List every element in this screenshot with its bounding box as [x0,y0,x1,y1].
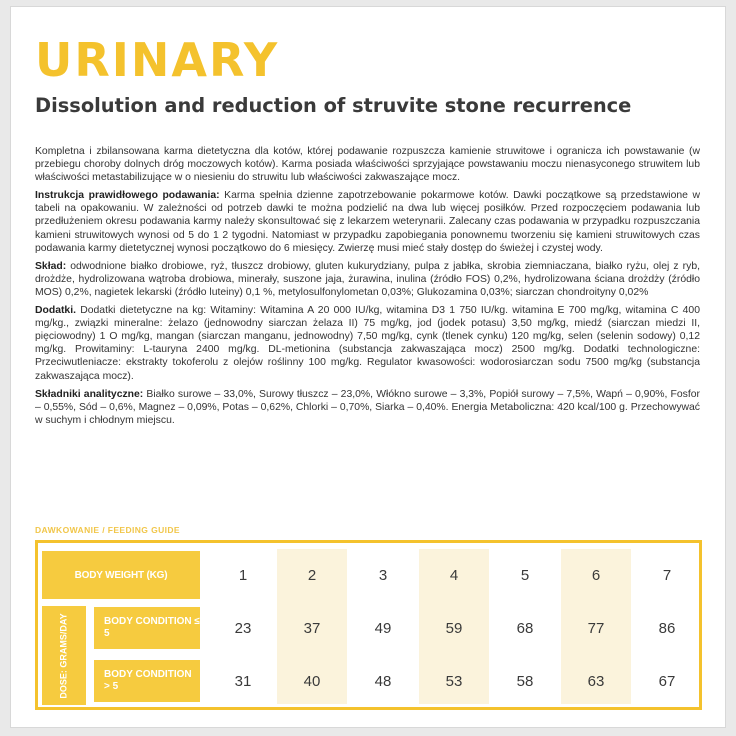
section-heading: Skład: [35,260,67,272]
weight-cell: 4 [449,566,459,584]
dose-value-cell: 48 [374,672,392,690]
weight-cell: 7 [662,566,672,584]
dose-value-cell: 77 [587,619,605,637]
weight-cell: 6 [591,566,601,584]
row-label-condition-gt5: BODY CONDITION > 5 [94,660,200,702]
dose-value-cell: 58 [516,672,534,690]
dose-value-cell: 67 [658,672,676,690]
dose-label: DOSE: GRAMS/DAY [59,612,69,699]
section-analytical [35,388,700,427]
section-heading: Składniki analityczne: [35,388,144,400]
body-weight-header: BODY WEIGHT (KG) [42,551,200,599]
section-text: Białko surowe – 33,0%, Surowy tłuszcz – 23,0%, Włókno surowe – 3,3%, Popiół surowy – 7,5%, Wapń – 0,90%, Fosfor – 0,55%, Sód – 0,6%, Magnez – 0,09%, Potas – 0,62%, Chlorki – 0,70%, Siarka – 0,40%. Energia Metaboliczna: 420 kcal/100 g. Przechowywać w suchym i chłodnym miejscu. [35,388,700,426]
section-text: Karma spełnia dzienne zapotrzebowanie pokarmowe kotów. Dawki początkowe są przedstawione w tabeli na opakowaniu. W zależności od potrzeb dawki te można podzielić na dwa lub więcej posiłków. Przed rozpoczęciem podawania lub przedłużeniem okresu podawania karmy należy skonsultować się z lekarzem weterynarii. Zalecany czas podawania w przypadku rozpuszczania kamieni struwitowych wynosi od 5 do 1 2 tygodni. Natomiast w przypadku zapobiegania ponownemu tworzeniu się kamieni struwitowych czas podawania karmy dietetycznej wynosi początkowo do 6 miesięcy. Zwierzę musi mieć stały dostęp do świeżej i czystej wody. [35,190,700,254]
dose-value-cell: 49 [374,619,392,637]
weight-cell: 1 [238,566,248,584]
feeding-guide-table [35,540,702,710]
dose-value-cell: 40 [303,672,321,690]
section-composition [35,260,700,299]
section-text: odwodnione białko drobiowe, ryż, tłuszcz drobiowy, gluten kukurydziany, pulpa z jabłka, skrobia ziemniaczana, białko ryżu, olej z ryb, drożdże, hydrolizowana wątroba drobiowa, minerały, suszone jaja, żurawina, inulina (źródło FOS) 0,2%, hydrolizowana ściana drożdży (źródło MOS) 0,2%, nagietek lekarski (źródło luteiny) 0,1 %, metylosulfonylometan 0,03%; Glukozamina 0,03%; siarczan chondroityny 0,02% [35,260,700,298]
intro-paragraph: Kompletna i zbilansowana karma dietetyczna dla kotów, której podawanie rozpuszcza kamienie struwitowe i ogranicza ich powstawanie (w przebiegu choroby dolnych dróg moczowych kotów). Karma posiada właściwości sprzyjające powstawaniu moczu nienasyconego struwitem lub właściwości metastabilizujące w o niesieniu do struwitu lub właściwości zakwaszające mocz. [35,146,700,184]
product-label-page [10,6,726,728]
dose-value-cell: 59 [445,619,463,637]
row-label-condition-le5: BODY CONDITION ≤ 5 [94,607,200,649]
weight-cell: 5 [520,566,530,584]
section-heading: Instrukcja prawidłowego podawania: [35,190,220,202]
dose-value-cell: 86 [658,619,676,637]
section-heading: Dodatki. [35,305,76,317]
section-text: Dodatki dietetyczne na kg: Witaminy: Witamina A 20 000 IU/kg, witamina D3 1 750 IU/kg. witamina E 700 mg/kg, witamina C 400 mg/kg., związki mineralne: żelazo (jednowodny siarczan żelaza II) 75 mg/kg, jod (jodek potasu) 3,50 mg/kg, miedź (siarczan miedzi II, pięciowodny) 1 O mg/kg, mangan (siarczan manganu, jednowodny) 7,50 mg/kg, cynk (tlenek cynku) 120 mg/kg, selen (selenin sodowy) 0,12 mg/kg. Prowitaminy: L-tauryna 2400 mg/kg. DL-metionina (substancja zakwaszająca mocz) 2500 mg/kg. Dodatki technologiczne: Przeciwutleniacze: ekstrakty tokoferolu z olejów roślinny 100 mg/kg. Regulator kwasowości: wodorosiarczan sodu 7500 mg/kg (substancja zakwaszająca mocz). [35,305,700,382]
dose-value-cell: 63 [587,672,605,690]
product-description [35,145,700,432]
dose-label-cell [42,606,86,705]
weight-cell: 3 [378,566,388,584]
dose-value-cell: 31 [234,672,252,690]
page-subtitle: Dissolution and reduction of struvite stone recurrence [35,94,632,117]
dose-value-cell: 53 [445,672,463,690]
feeding-guide-label: DAWKOWANIE / FEEDING GUIDE [35,525,180,535]
section-instructions [35,189,700,254]
section-additives [35,304,700,383]
dose-value-cell: 23 [234,619,252,637]
dose-value-cell: 68 [516,619,534,637]
dose-value-cell: 37 [303,619,321,637]
weight-cell: 2 [307,566,317,584]
page-title: URINARY [35,33,280,87]
